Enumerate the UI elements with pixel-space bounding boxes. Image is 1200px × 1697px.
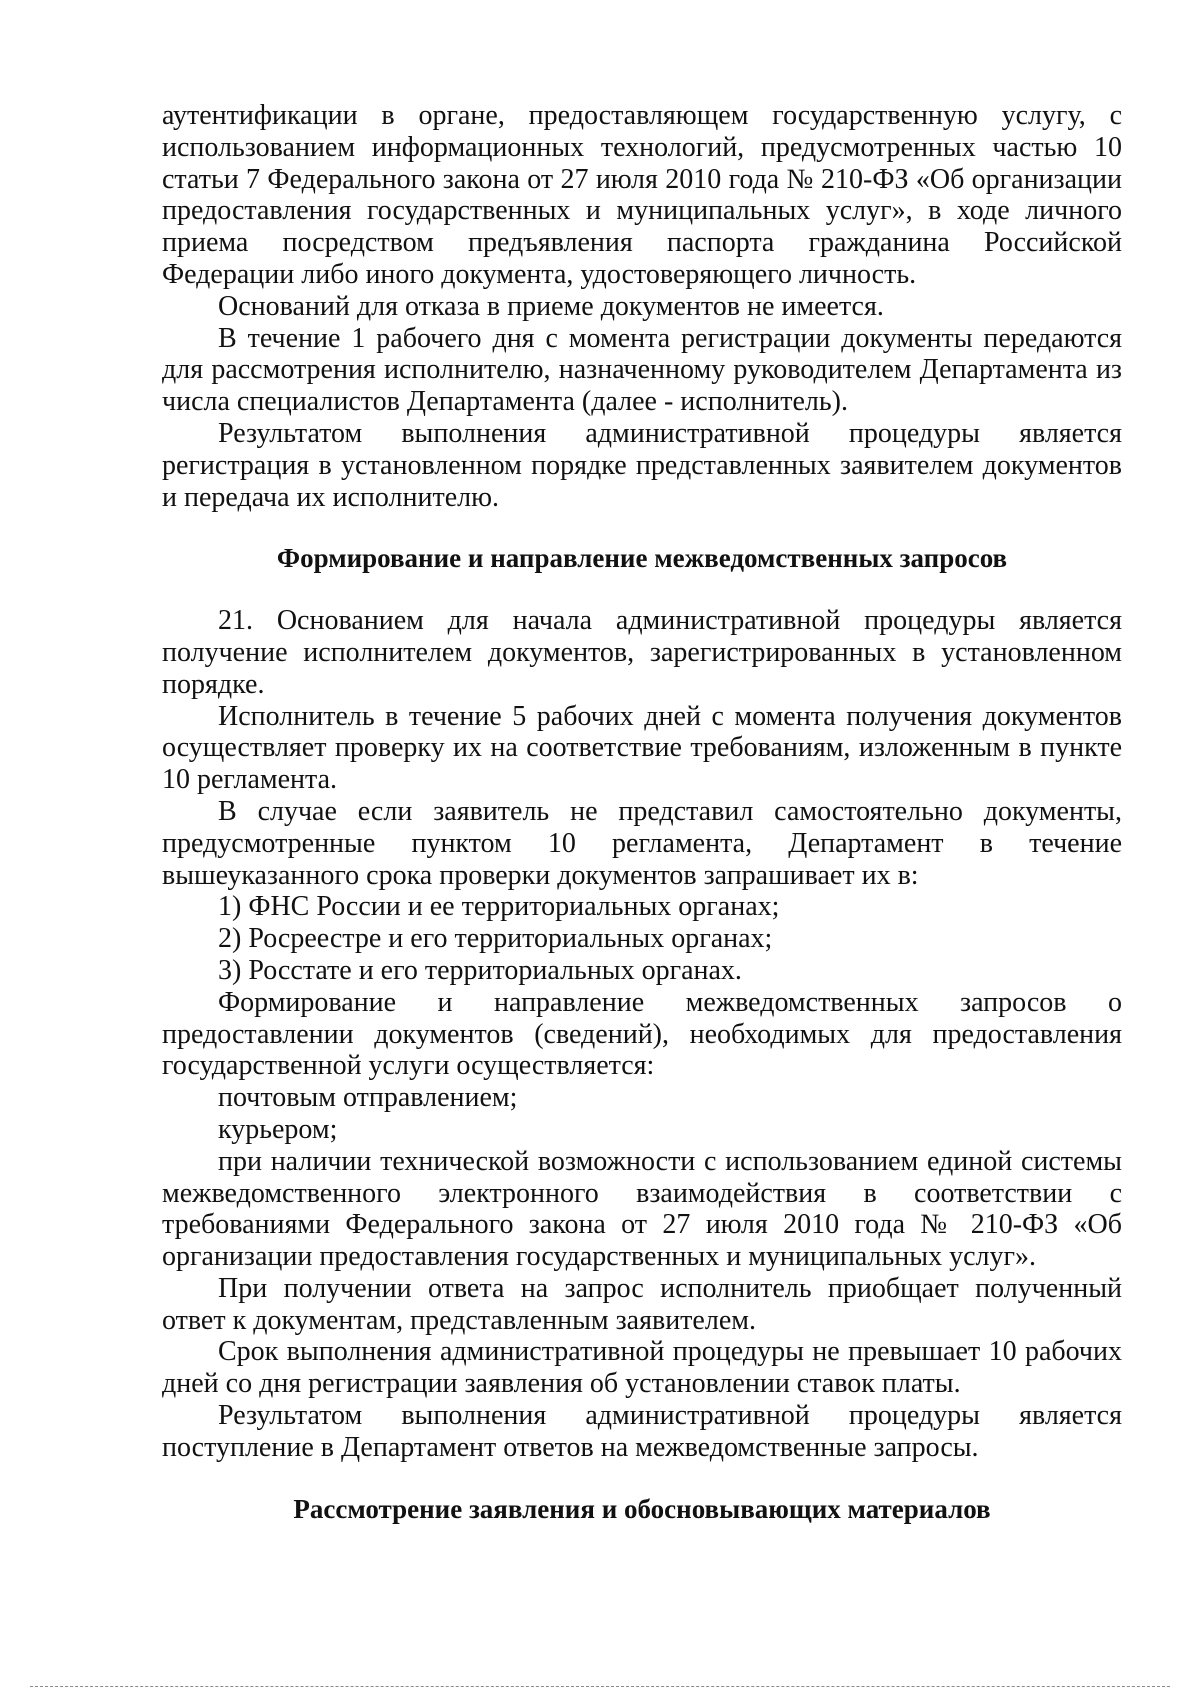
paragraph-request-methods: Формирование и направление межведомственных запросов о предоставлении документов (сведений), необходимых для предоставления государственной услуги осуществляется: xyxy=(162,986,1122,1082)
paragraph-authentication: аутентификации в органе, предоставляющем государственную услугу, с использованием информационных технологий, предусмотренных частью 10 статьи 7 Федерального закона от 27 июля 2010 года № 210-ФЗ «Об организации предоставления государственных и муниципальных услуг», в ходе личного приема посредством предъявления паспорта гражданина Российской Федерации либо иного документа, удостоверяющего личность. xyxy=(162,100,1122,290)
list-item-rosstat: 3) Росстате и его территориальных органах. xyxy=(218,954,742,986)
paragraph-response-attach: При получении ответа на запрос исполнитель приобщает полученный ответ к документам, представленным заявителем. xyxy=(162,1272,1122,1336)
paragraph-21-basis: 21. Основанием для начала административной процедуры является получение исполнителем документов, зарегистрированных в установленном порядке. xyxy=(162,605,1122,700)
paragraph-deadline: Срок выполнения административной процедуры не превышает 10 рабочих дней со дня регистрации заявления об установлении ставок платы. xyxy=(162,1336,1122,1400)
list-item-courier: курьером; xyxy=(218,1113,338,1145)
spacer xyxy=(162,513,1122,543)
paragraph-result-responses: Результатом выполнения административной процедуры является поступление в Департамент ответов на межведомственные запросы. xyxy=(162,1400,1122,1463)
section-heading-interagency-requests: Формирование и направление межведомственных запросов xyxy=(276,543,1008,574)
list-item-electronic-system: при наличии технической возможности с использованием единой системы межведомственного электронного взаимодействия в соответствии с требованиями Федерального закона от 27 июля 2010 года № 210-ФЗ «Об организации предоставления государственных и муниципальных услуг». xyxy=(162,1145,1122,1273)
paragraph-transfer-to-executor: В течение 1 рабочего дня с момента регистрации документы передаются для рассмотрения исполнителю, назначенному руководителем Департамента из числа специалистов Департамента (далее - исполнитель). xyxy=(162,322,1122,418)
page-bottom-edge xyxy=(30,1686,1170,1687)
spacer xyxy=(162,575,1122,605)
spacer xyxy=(162,1464,1122,1494)
list-item-post: почтовым отправлением; xyxy=(218,1082,518,1114)
list-item-fns: 1) ФНС России и ее территориальных органах; xyxy=(218,891,780,923)
paragraph-request-documents: В случае если заявитель не представил самостоятельно документы, предусмотренные пунктом 10 регламента, Департамент в течение вышеуказанного срока проверки документов запрашивает их в: xyxy=(162,795,1122,891)
document-page xyxy=(162,100,1122,1525)
paragraph-verification: Исполнитель в течение 5 рабочих дней с момента получения документов осуществляет проверку их на соответствие требованиям, изложенным в пункте 10 регламента. xyxy=(162,700,1122,796)
paragraph-no-refusal: Оснований для отказа в приеме документов не имеется. xyxy=(218,290,884,322)
list-item-rosreestr: 2) Росреестре и его территориальных органах; xyxy=(218,923,773,955)
section-heading-review: Рассмотрение заявления и обосновывающих материалов xyxy=(293,1493,991,1524)
paragraph-result-registration: Результатом выполнения административной процедуры является регистрация в установленном порядке представленных заявителем документов и передача их исполнителю. xyxy=(162,417,1122,513)
